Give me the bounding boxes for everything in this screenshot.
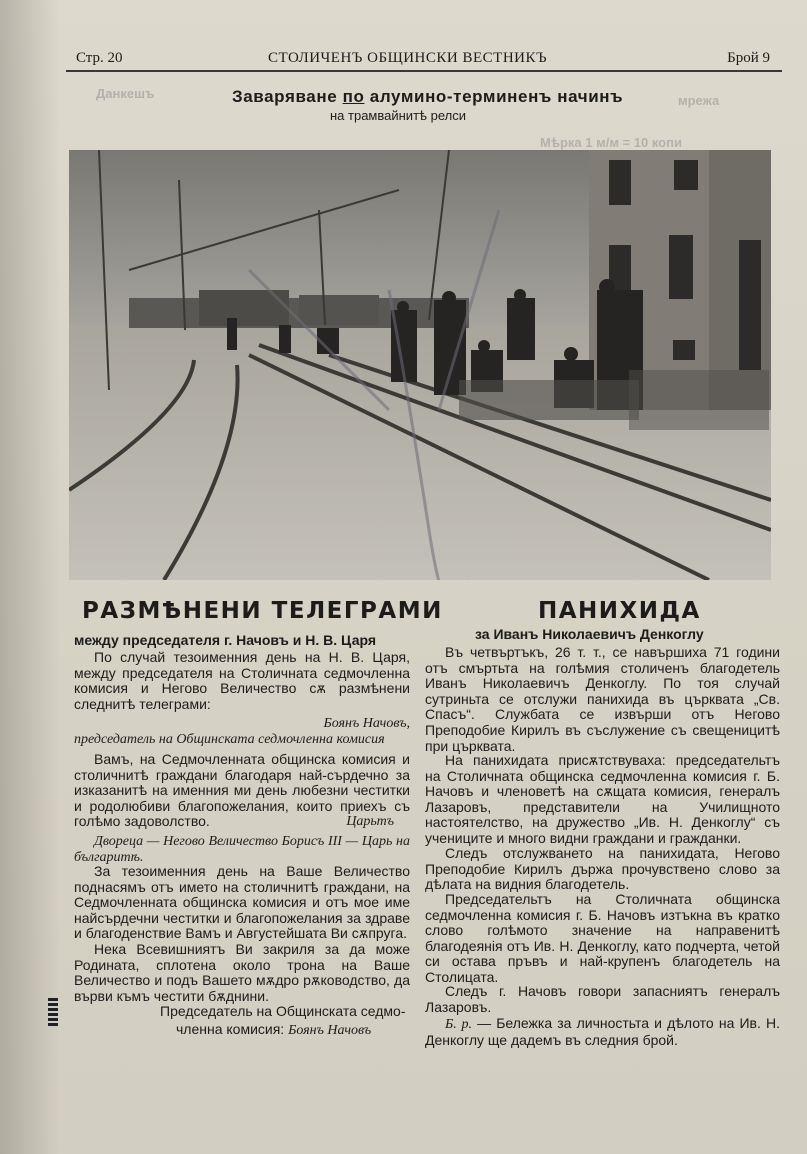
right-paragraph: Следъ отслужването на панихидата, Негово Преподобие Кирилъ държа прочувствено слово за дѣлата на видния благодетель. [425,845,780,893]
left-paragraph: По случай тезоименния день на Н. В. Царя, между председателя на Столичната седмочленна комисия и Негово Величество сѫ размѣнени следнитѣ телеграми: [74,649,410,712]
closing-line: Председатель на Общинската седмо- [160,1003,406,1019]
right-paragraph: Следъ г. Начовъ говори запасниятъ генералъ Лазаровъ. [425,983,780,1015]
photo-illustration [69,150,771,580]
telegram-addressee: Двореца — Негово Величество Борисъ III — Царь на българитѣ. [74,834,410,865]
photo-subtitle: на трамвайнитѣ релси [330,108,466,123]
left-column-subtitle: между председателя г. Начовъ и Н. В. Царя [74,632,377,648]
bleed-through-text: мрежа [678,93,720,108]
tramway-photo [69,150,771,580]
bleed-through-text: Мѣрка 1 м/м = 10 копи [540,135,682,150]
newspaper-title: СТОЛИЧЕНЪ ОБЩИНСКИ ВЕСТНИКЪ [268,50,548,66]
left-paragraph: Нека Всевишниятъ Ви закриля за да може Родината, сплотена около трона на Ваше Величество и подъ Вашето мѫдро рѫководство, да върви къмъ честити бѫднини. [74,941,410,1004]
closing-signature: Боянъ Начовъ [288,1023,372,1038]
binding-mark [48,998,58,1028]
editor-note-label: Б. р. [445,1017,472,1032]
issue-number: Брой 9 [727,50,770,66]
right-paragraph: Председательтъ на Столичната общинска седмочленна комисия г. Б. Начовъ изтъкна въ кратко слово голѣмото значение на направенитѣ благодеянія отъ Ив. Н. Денкоглу, като подчерта, четой си остава пръвъ и най-крупенъ благодетель на Столицата. [425,891,780,985]
header-rule [66,70,782,72]
left-column-title: РАЗМѢНЕНИ ТЕЛЕГРАМИ [82,598,443,624]
editor-note-text: — Бележка за личностьта и дѣлото на Ив. Н. Денкоглу ще дадемъ въ следния брой. [425,1015,780,1048]
left-paragraph: Вамъ, на Седмочленната общинска комисия и столичнитѣ граждани благодаря най-сърдечно за изказанитѣ на именния ми день любезни честитки и родолюбиви благопожелания, които приехъ съ голѣмо задоволство. [74,751,410,830]
left-paragraph: За тезоименния день на Ваше Величество поднасямъ отъ името на столичнитѣ граждани, на Седмочленната общинска комисия и отъ мое име найсърдечни честитки и благопожелания за здраве и благоденствие Вамъ и Августейшата Ви сѫпруга. [74,863,410,942]
signature-name: Боянъ Начовъ, [323,716,410,731]
running-head [70,50,770,70]
photo-title-part: алумино-терминенъ начинъ [364,87,624,106]
signature-tsar: Царьтъ [346,814,394,829]
binding-shadow [0,0,60,1154]
editor-note [425,1016,780,1048]
closing-line [176,1022,416,1039]
right-column-subtitle: за Иванъ Николаевичъ Денкоглу [475,626,704,642]
right-column-title: ПАНИХИДА [538,598,701,624]
photo-title [232,87,672,107]
right-paragraph: На панихидата присѫтствуваха: председательтъ на Столичната общинска седмочленна комисия г. Б. Начовъ и членоветѣ на сѫщата комисия, генералъ Лазаровъ, представители на Училищното настоятелство, на дружество „Ив. Н. Денкоглу“ съ учениците и много видни граждани и гражданки. [425,752,780,846]
bleed-through-text: Данкешъ [96,86,155,101]
page-number: Стр. 20 [76,50,123,66]
photo-title-part: Заваряване [232,87,343,106]
photo-title-underlined: по [342,87,365,106]
signature-role: председатель на Общинската седмочленна комисия [74,732,385,747]
closing-text: членна комисия: [176,1021,289,1037]
right-paragraph: Въ четвъртъкъ, 26 т. т., се навършиха 71 години отъ смъртьта на голѣмия столиченъ благодетель Иванъ Николаевичъ Денкоглу. По тоя случай сутриньта се отслужи панихида въ църквата „Св. Спасъ“. Службата се извърши отъ Негово Преподобие Кирилъ въ съслужение съ свещеницитѣ при църквата. [425,644,780,754]
